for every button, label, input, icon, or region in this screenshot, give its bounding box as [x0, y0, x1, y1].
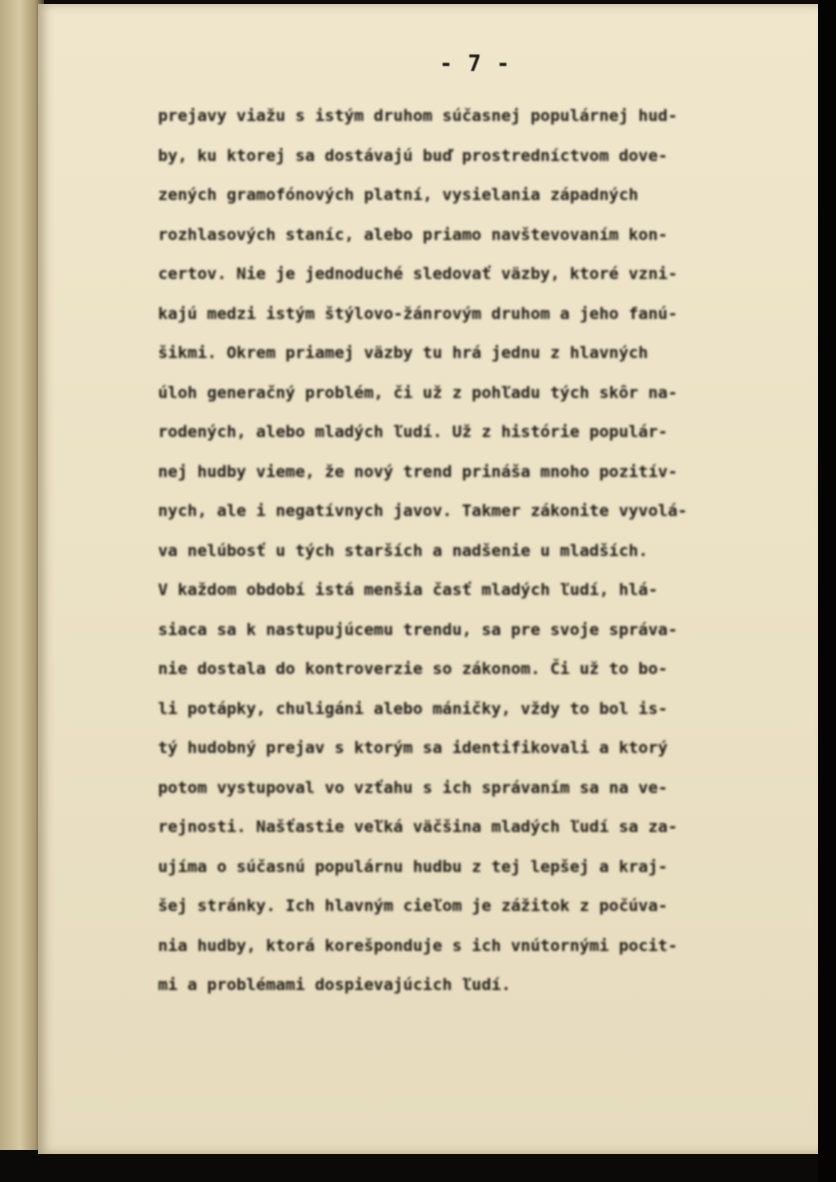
scan-border: [818, 0, 836, 1182]
text-line: by, ku ktorej sa dostávajú buď prostredníctvom dove-: [158, 145, 668, 165]
text-line: rozhlasových staníc, alebo priamo navštevovaním kon-: [158, 224, 668, 244]
text-line: mi a problémami dospievajúcich ľudí.: [158, 975, 511, 994]
text-line: zených gramofónových platní, vysielania západných: [158, 185, 639, 204]
text-line: šikmi. Okrem priamej väzby tu hrá jednu z hlavných: [158, 343, 649, 362]
text-line: nych, ale i negatívnych javov. Takmer zákonite vyvolá-: [158, 501, 688, 520]
text-line: siaca sa k nastupujúcemu trendu, sa pre svoje správa-: [158, 619, 678, 639]
text-line: certov. Nie je jednoduché sledovať väzby, ktoré vzni-: [158, 264, 678, 283]
text-line: potom vystupoval vo vzťahu s ich správaním sa na ve-: [158, 777, 668, 797]
text-line: rejnosti. Našťastie veľká väčšina mladých ľudí sa za-: [158, 817, 678, 836]
text-line: va nelúbosť u tých starších a nadšenie u mladších.: [158, 540, 649, 560]
text-line: nie dostala do kontroverzie so zákonom. Či už to bo-: [158, 659, 668, 678]
text-line: kajú medzi istým štýlovo-žánrovým druhom a jeho fanú-: [158, 303, 678, 323]
body-text: [158, 96, 770, 1005]
text-line: prejavy viažu s istým druhom súčasnej populárnej hud-: [158, 106, 678, 125]
text-line: nia hudby, ktorá korešponduje s ich vnútornými pocit-: [158, 935, 678, 955]
text-line: li potápky, chuligáni alebo máničky, vždy to bol is-: [158, 698, 668, 718]
text-line: úloh generačný problém, či už z pohľadu tých skôr na-: [158, 382, 678, 402]
text-line: tý hudobný prejav s ktorým sa identifikovali a ktorý: [158, 738, 668, 757]
text-line: V každom období istá menšia časť mladých ľudí, hlá-: [158, 580, 658, 599]
text-line: ujíma o súčasnú populárnu hudbu z tej lepšej a kraj-: [158, 856, 668, 876]
text-line: šej stránky. Ich hlavným cieľom je zážitok z počúva-: [158, 896, 668, 915]
text-line: rodených, alebo mladých ľudí. Už z histórie populár-: [158, 422, 668, 441]
page-number: - 7 -: [439, 52, 511, 77]
text-line: nej hudby vieme, že nový trend prináša mnoho pozitív-: [158, 461, 678, 481]
